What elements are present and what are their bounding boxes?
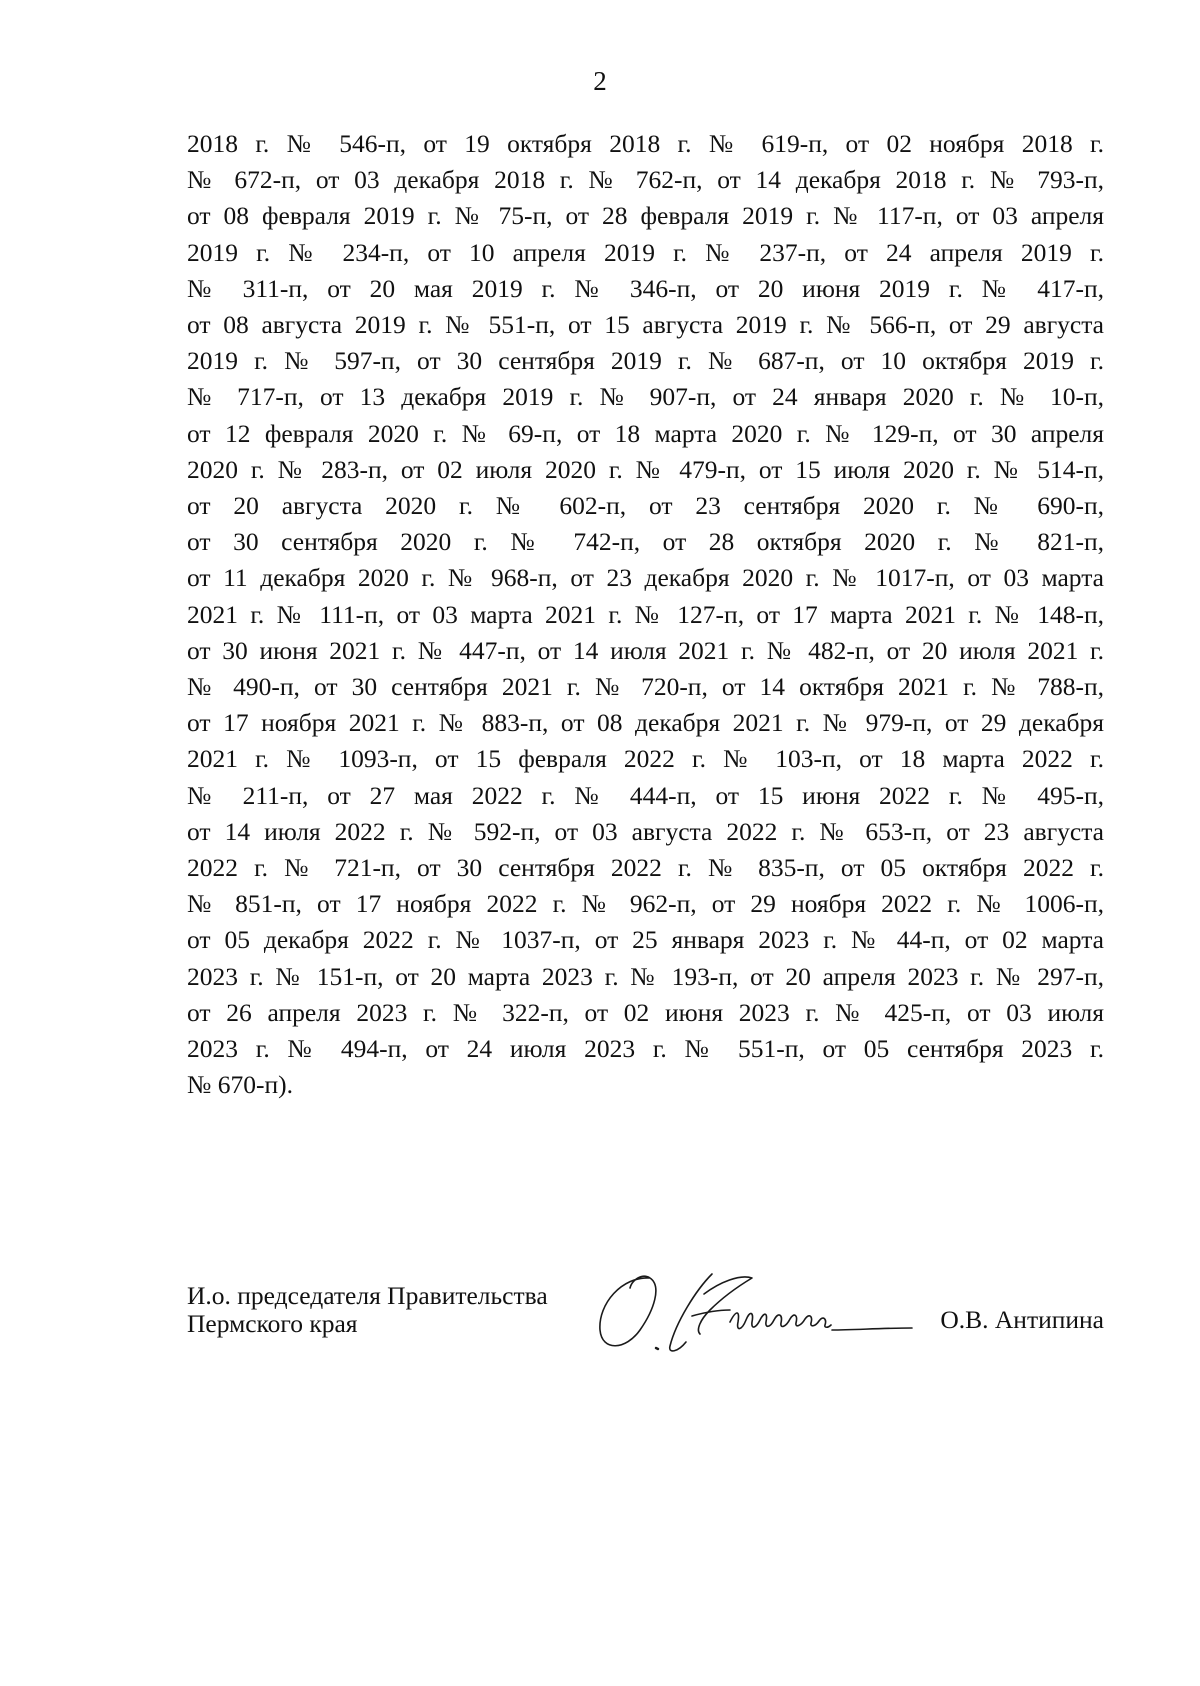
signatory-title-line: Пермского края [187, 1309, 358, 1338]
body-line: от 30 июня 2021 г. № 447-п, от 14 июля 2021 г. № 482-п, от 20 июля 2021 г. [187, 635, 1104, 665]
body-line: № 851-п, от 17 ноября 2022 г. № 962-п, от 29 ноября 2022 г. № 1006-п, [187, 889, 1104, 919]
signatory-title-line: И.о. председателя Правительства [187, 1281, 548, 1310]
signatory-name: О.В. Антипина [940, 1305, 1104, 1334]
body-line: № 211-п, от 27 мая 2022 г. № 444-п, от 15 июня 2022 г. № 495-п, [187, 780, 1104, 810]
handwritten-signature [592, 1264, 922, 1360]
body-line: 2023 г. № 494-п, от 24 июля 2023 г. № 551-п, от 05 сентября 2023 г. [187, 1034, 1104, 1064]
body-line: 2020 г. № 283-п, от 02 июля 2020 г. № 479-п, от 15 июля 2020 г. № 514-п, [187, 454, 1104, 484]
body-line: 2023 г. № 151-п, от 20 марта 2023 г. № 193-п, от 20 апреля 2023 г. № 297-п, [187, 961, 1104, 991]
body-line: № 311-п, от 20 мая 2019 г. № 346-п, от 20 июня 2019 г. № 417-п, [187, 273, 1104, 303]
body-line: 2019 г. № 597-п, от 30 сентября 2019 г. № 687-п, от 10 октября 2019 г. [187, 346, 1104, 376]
body-line: от 17 ноября 2021 г. № 883-п, от 08 декабря 2021 г. № 979-п, от 29 декабря [187, 708, 1104, 738]
page-number: 2 [593, 66, 607, 96]
body-line: № 490-п, от 30 сентября 2021 г. № 720-п, от 14 октября 2021 г. № 788-п, [187, 672, 1104, 702]
body-line: № 672-п, от 03 декабря 2018 г. № 762-п, от 14 декабря 2018 г. № 793-п, [187, 165, 1104, 195]
body-line: от 20 августа 2020 г. № 602-п, от 23 сентября 2020 г. № 690-п, [187, 491, 1104, 521]
body-text [187, 126, 1104, 1103]
body-line: 2021 г. № 111-п, от 03 марта 2021 г. № 127-п, от 17 марта 2021 г. № 148-п, [187, 599, 1104, 629]
body-line: 2018 г. № 546-п, от 19 октября 2018 г. № 619-п, от 02 ноября 2018 г. [187, 129, 1104, 158]
body-line: 2022 г. № 721-п, от 30 сентября 2022 г. № 835-п, от 05 октября 2022 г. [187, 853, 1104, 883]
body-line: от 30 сентября 2020 г. № 742-п, от 28 октября 2020 г. № 821-п, [187, 527, 1104, 557]
body-line: от 08 февраля 2019 г. № 75-п, от 28 февраля 2019 г. № 117-п, от 03 апреля [187, 201, 1104, 231]
body-line: от 08 августа 2019 г. № 551-п, от 15 августа 2019 г. № 566-п, от 29 августа [187, 310, 1104, 340]
body-line: № 670-п). [187, 1070, 293, 1100]
body-line: от 26 апреля 2023 г. № 322-п, от 02 июня 2023 г. № 425-п, от 03 июля [187, 997, 1104, 1027]
body-line: 2019 г. № 234-п, от 10 апреля 2019 г. № 237-п, от 24 апреля 2019 г. [187, 237, 1104, 267]
body-line: № 717-п, от 13 декабря 2019 г. № 907-п, от 24 января 2020 г. № 10-п, [187, 382, 1104, 412]
body-line: от 11 декабря 2020 г. № 968-п, от 23 декабря 2020 г. № 1017-п, от 03 марта [187, 563, 1104, 593]
body-line: от 12 февраля 2020 г. № 69-п, от 18 марта 2020 г. № 129-п, от 30 апреля [187, 418, 1104, 448]
body-line: от 14 июля 2022 г. № 592-п, от 03 августа 2022 г. № 653-п, от 23 августа [187, 816, 1104, 846]
body-line: от 05 декабря 2022 г. № 1037-п, от 25 января 2023 г. № 44-п, от 02 марта [187, 925, 1104, 955]
signatory-title [187, 1282, 548, 1338]
body-line: 2021 г. № 1093-п, от 15 февраля 2022 г. № 103-п, от 18 марта 2022 г. [187, 744, 1104, 774]
signature-block [187, 1282, 1104, 1362]
